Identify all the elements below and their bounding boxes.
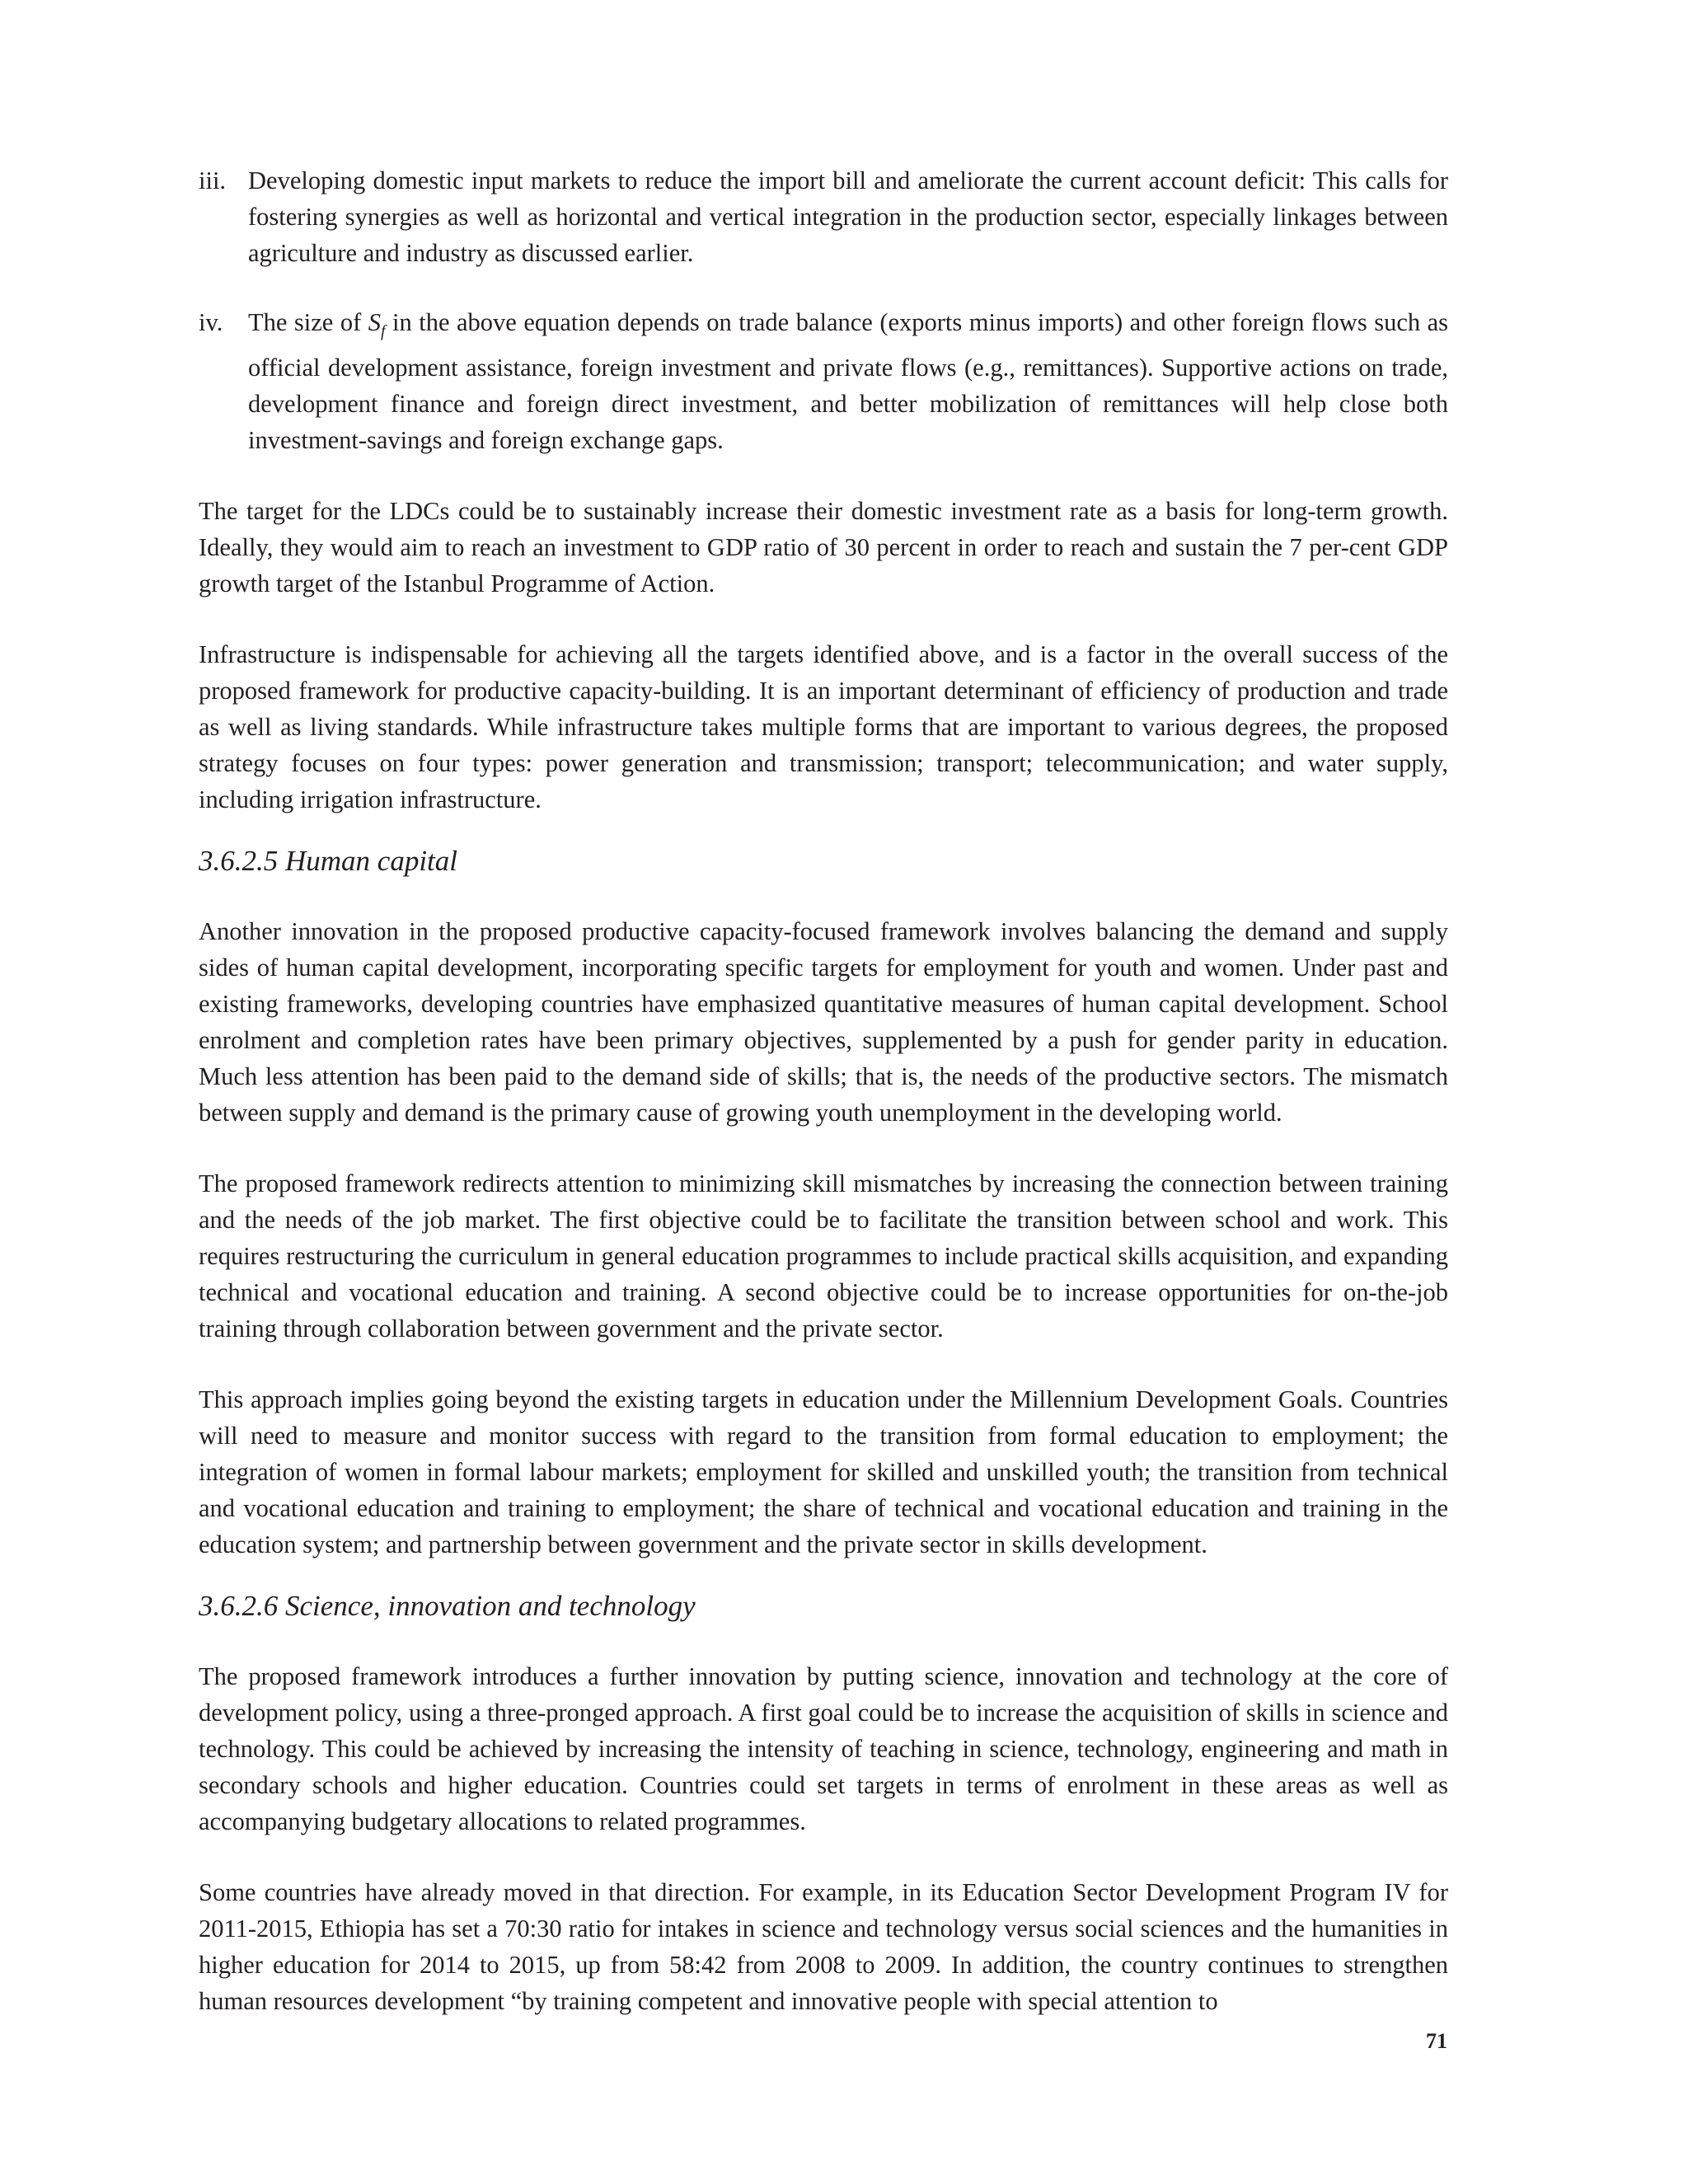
paragraph-science-1: The proposed framework introduces a further innovation by putting science, innovation and technology at the core of development policy, using a three-pronged approach. A first goal could be to increase the acquisition of skills in science and technology. This could be achieved by increasing the intensity of teaching in science, technology, engineering and math in secondary schools and higher education. Countries could set targets in terms of enrolment in these areas as well as accompanying budgetary allocations to related programmes. [199,1662,1448,1836]
list-item-iii [199,162,1448,271]
section-heading-human-capital: 3.6.2.5 Human capital [199,845,458,878]
list-item-text [248,304,1448,458]
list-marker: iii. [199,166,227,194]
list-item-text-before: The size of [248,308,368,336]
paragraph-human-capital-1: Another innovation in the proposed productive capacity-focused framework involves balancing the demand and supply sides of human capital development, incorporating specific targets for employment for youth and women. Under past and existing frameworks, developing countries have emphasized quantitative measures of human capital development. School enrolment and completion rates have been primary objectives, supplemented by a push for gender parity in education. Much less attention has been paid to the demand side of skills; that is, the needs of the productive sectors. The mismatch between supply and demand is the primary cause of growing youth unemployment in the developing world. [199,917,1448,1127]
list-item-iv [199,304,1448,458]
paragraph-infrastructure: Infrastructure is indispensable for achieving all the targets identified above, and is a factor in the overall success of the proposed framework for productive capacity-building. It is an important determinant of efficiency of production and trade as well as living standards. While infrastructure takes multiple forms that are important to various degrees, the proposed strategy focuses on four types: power generation and transmission; transport; telecommunication; and water supply, including irrigation infrastructure. [199,640,1448,814]
list-item-text: Developing domestic input markets to reduce the import bill and ameliorate the current account deficit: This calls for fostering synergies as well as horizontal and vertical integration in the production sector, especially linkages between agriculture and industry as discussed earlier. [248,166,1448,267]
paragraph-science-2: Some countries have already moved in that direction. For example, in its Education Sector Development Program IV for 2011-2015, Ethiopia has set a 70:30 ratio for intakes in science and technology versus social sciences and the humanities in higher education for 2014 to 2015, up from 58:42 from 2008 to 2009. In addition, the country continues to strengthen human resources development “by training competent and innovative people with special attention to [199,1878,1448,2016]
variable-s-f [368,308,386,341]
paragraph-human-capital-2: The proposed framework redirects attention to minimizing skill mismatches by increasing the connection between training and the needs of the job market. The first objective could be to facilitate the transition between school and work. This requires restructuring the curriculum in general education programmes to include practical skills acquisition, and expanding technical and vocational education and training. A second objective could be to increase opportunities for on-the-job training through collaboration between government and the private sector. [199,1169,1448,1343]
list-marker: iv. [199,308,223,336]
section-heading-science: 3.6.2.6 Science, innovation and technology [199,1590,696,1623]
variable-base: S [368,308,381,336]
page-number: 71 [1426,2029,1447,2053]
paragraph-investment-target: The target for the LDCs could be to sustainably increase their domestic investment rate as a basis for long-term growth. Ideally, they would aim to reach an investment to GDP ratio of 30 percent in order to reach and sustain the 7 per-cent GDP growth target of the Istanbul Programme of Action. [199,497,1448,598]
paragraph-human-capital-3: This approach implies going beyond the existing targets in education under the Millennium Development Goals. Countries will need to measure and monitor success with regard to the transition from formal education to employment; the integration of women in formal labour markets; employment for skilled and unskilled youth; the transition from technical and vocational education and training to employment; the share of technical and vocational education and training in the education system; and partnership between government and the private sector in skills development. [199,1385,1448,1559]
document-body [199,162,1448,2019]
list-item-text-after: in the above equation depends on trade balance (exports minus imports) and other foreign flows such as official development assistance, foreign investment and private flows (e.g., remittances). Supportive actions on trade, development finance and foreign direct investment, and better mobilization of remittances will help close both investment-savings and foreign exchange gaps. [248,308,1449,455]
variable-subscript: f [380,322,386,341]
